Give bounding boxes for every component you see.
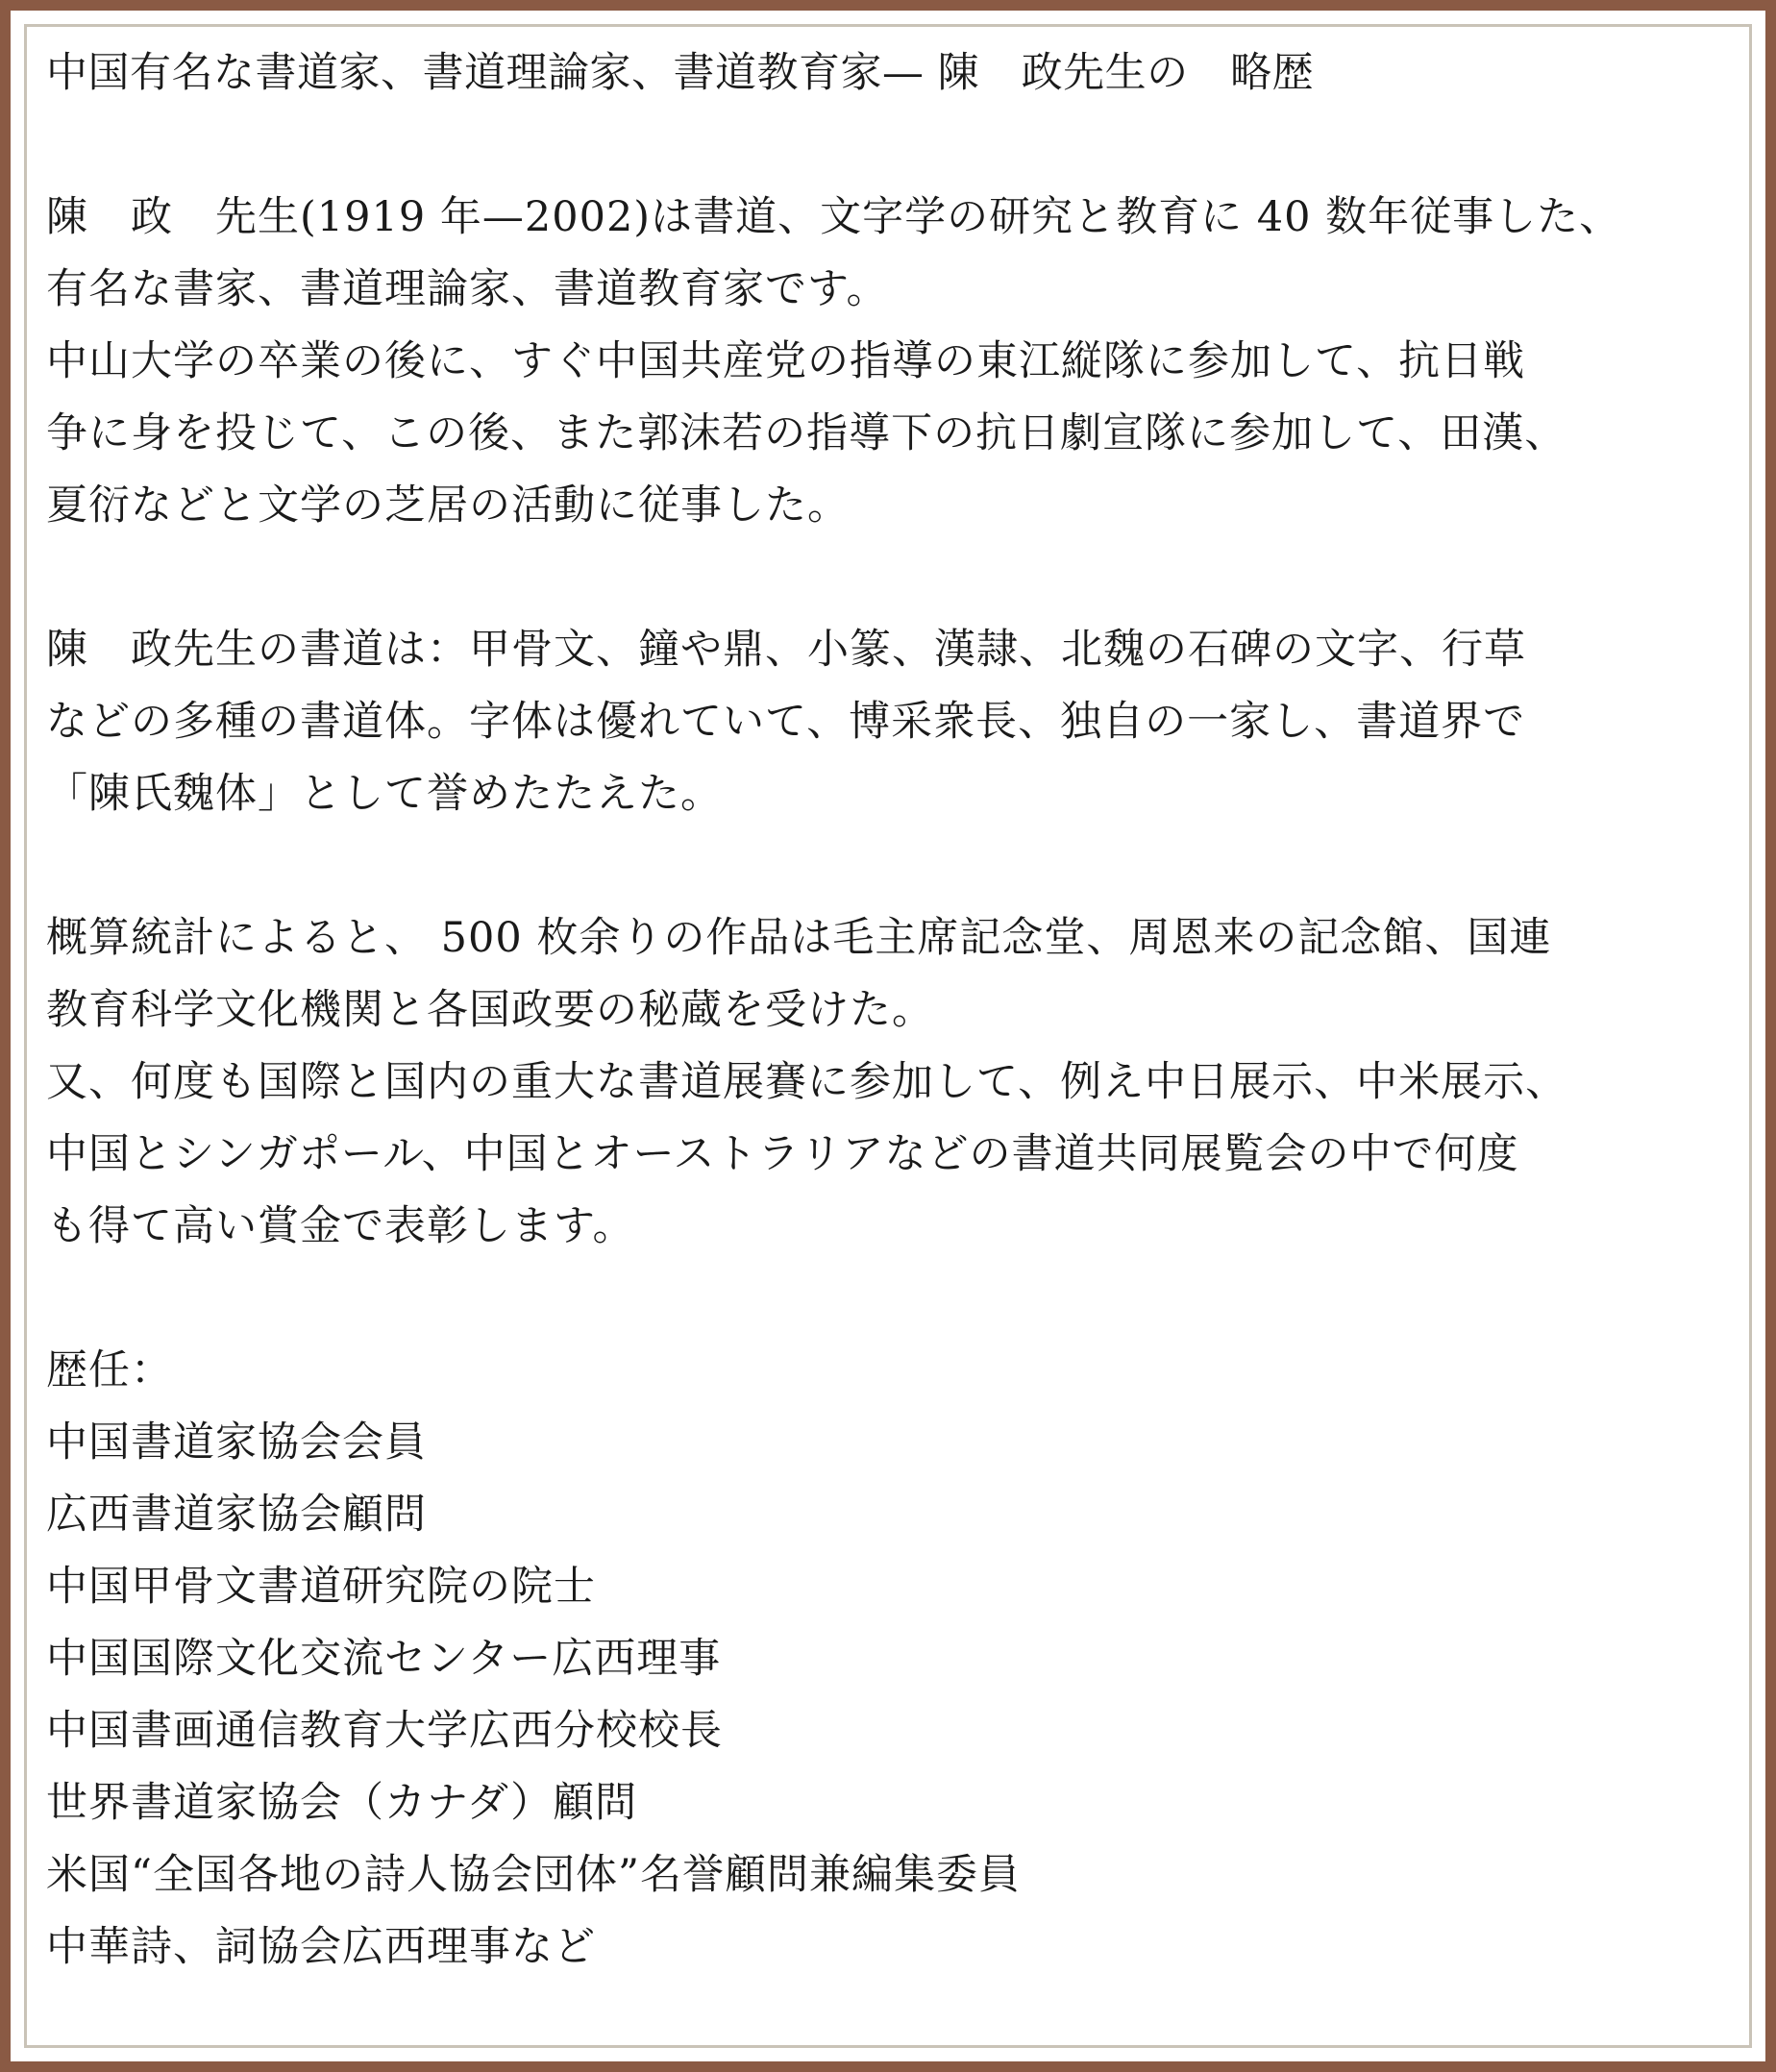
text-line: 陳 政 先生(1919 年—2002)は書道、文字学の研究と教育に 40 数年従事した、 [46, 193, 1622, 241]
intro-paragraph [46, 182, 1766, 542]
text-line: 夏衍などと文学の芝居の活動に従事した。 [46, 481, 850, 530]
position-item: 世界書道家協会（カナダ）顧問 [46, 1779, 638, 1827]
document-title: 中国有名な書道家、書道理論家、書道教育家— 陳 政先生の 略歴 [46, 49, 1315, 97]
text-line: 陳 政先生の書道は：甲骨文、鐘や鼎、小篆、漢隷、北魏の石碑の文字、行草 [46, 626, 1526, 674]
positions-heading: 歴任： [46, 1346, 173, 1394]
text-line: 中山大学の卒業の後に、すぐ中国共産党の指導の東江縦隊に参加して、抗日戦 [46, 337, 1526, 385]
text-line: 有名な書家、書道理論家、書道教育家です。 [46, 265, 889, 313]
text-line: 争に身を投じて、この後、また郭沫若の指導下の抗日劇宣隊に参加して、田漢、 [46, 409, 1567, 457]
position-item: 中国甲骨文書道研究院の院士 [46, 1563, 596, 1611]
document-body [46, 37, 1766, 1984]
position-item: 広西書道家協会顧問 [46, 1491, 427, 1539]
text-line: などの多種の書道体。字体は優れていて、博采衆長、独自の一家し、書道界で [46, 698, 1526, 746]
spacer [46, 830, 1766, 902]
position-item: 中国書道家協会会員 [46, 1418, 427, 1467]
spacer [46, 110, 1766, 182]
text-line: 概算統計によると、 500 枚余りの作品は毛主席記念堂、周恩来の記念館、国連 [46, 914, 1552, 962]
position-item: 中華詩、詞協会広西理事など [46, 1923, 596, 1971]
position-item: 米国“全国各地の詩人協会団体”名誉顧問兼編集委員 [46, 1851, 1021, 1899]
calligraphy-paragraph [46, 614, 1766, 830]
text-line: 中国とシンガポール、中国とオーストラリアなどの書道共同展覧会の中で何度 [46, 1130, 1519, 1178]
text-line: 「陳氏魏体」として誉めたたえた。 [46, 770, 723, 818]
text-line: も得て高い賞金で表彰します。 [46, 1202, 635, 1250]
positions-section [46, 1335, 1766, 1984]
text-line: 教育科学文化機関と各国政要の秘蔵を受けた。 [46, 986, 934, 1034]
position-item: 中国国際文化交流センター広西理事 [46, 1635, 722, 1683]
text-line: 又、何度も国際と国内の重大な書道展賽に参加して、例え中日展示、中米展示、 [46, 1058, 1568, 1106]
spacer [46, 542, 1766, 614]
position-item: 中国書画通信教育大学広西分校校長 [46, 1707, 723, 1755]
works-paragraph [46, 902, 1766, 1263]
spacer [46, 1263, 1766, 1335]
